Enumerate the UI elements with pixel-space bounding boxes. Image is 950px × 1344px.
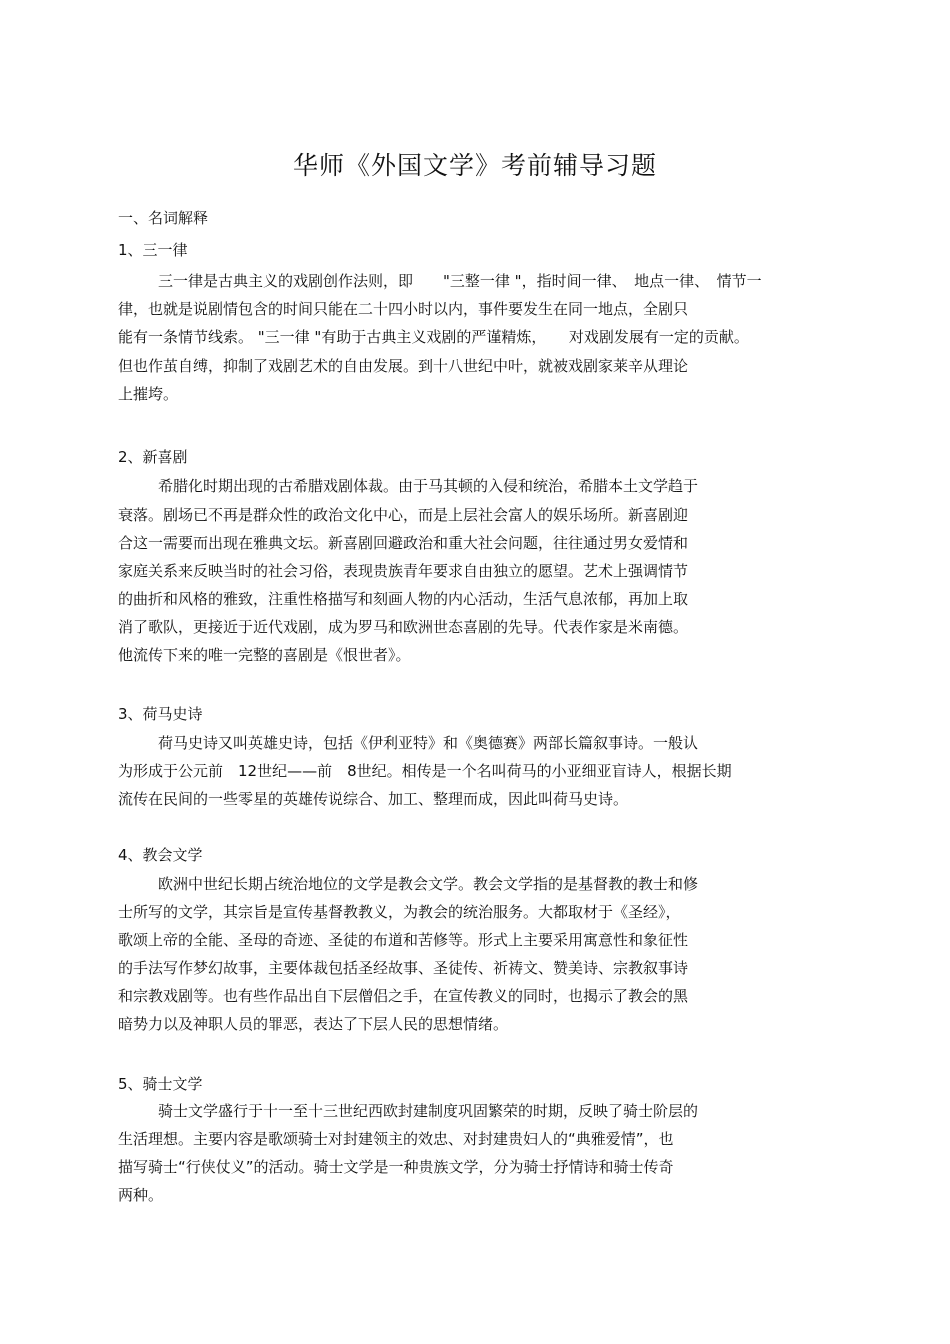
paragraph-line: 律，也就是说剧情包含的时间只能在二十四小时以内，事件要发生在同一地点，全剧只: [118, 300, 689, 318]
paragraph-line: 希腊化时期出现的古希腊戏剧体裁。由于马其顿的入侵和统治，希腊本土文学趋于: [158, 477, 699, 495]
paragraph-line: 上摧垮。: [118, 385, 179, 403]
paragraph-line: 合这一需要而出现在雅典文坛。新喜剧回避政治和重大社会问题，往往通过男女爱情和: [118, 534, 689, 552]
paragraph-line: 家庭关系来反映当时的社会习俗，表现贵族青年要求自由独立的愿望。艺术上强调情节: [118, 562, 689, 580]
entry-heading: 3、荷马史诗: [118, 705, 203, 723]
paragraph-line: 两种。: [118, 1186, 164, 1204]
paragraph-line: 但也作茧自缚，抑制了戏剧艺术的自由发展。到十八世纪中叶，就被戏剧家莱辛从理论: [118, 357, 689, 375]
entry-heading: 2、新喜剧: [118, 448, 188, 466]
page-title: 华师《外国文学》考前辅导习题: [292, 151, 657, 180]
entry-heading: 1、三一律: [118, 241, 188, 259]
paragraph-line: 流传在民间的一些零星的英雄传说综合、加工、整理而成，因此叫荷马史诗。: [118, 790, 629, 808]
paragraph-line: 三一律是古典主义的戏剧创作法则，即 "三整一律 "，指时间一律、 地点一律、 情节一: [158, 272, 762, 290]
paragraph-line: 的手法写作梦幻故事，主要体裁包括圣经故事、圣徒传、祈祷文、赞美诗、宗教叙事诗: [118, 959, 689, 977]
paragraph-line: 骑士文学盛行于十一至十三世纪西欧封建制度巩固繁荣的时期，反映了骑士阶层的: [158, 1102, 699, 1120]
paragraph-line: 能有一条情节线索。 "三一律 "有助于古典主义戏剧的严谨精炼， 对戏剧发展有一定的贡献。: [118, 328, 749, 346]
section-heading: 一、名词解释: [118, 209, 209, 227]
paragraph-line: 衰落。剧场已不再是群众性的政治文化中心，而是上层社会富人的娱乐场所。新喜剧迎: [118, 506, 689, 524]
paragraph-line: 士所写的文学，其宗旨是宣传基督教教义，为教会的统治服务。大都取材于《圣经》，: [118, 903, 681, 921]
paragraph-line: 欧洲中世纪长期占统治地位的文学是教会文学。教会文学指的是基督教的教士和修: [158, 875, 699, 893]
paragraph-line: 消了歌队，更接近于近代戏剧，成为罗马和欧洲世态喜剧的先导。代表作家是米南德。: [118, 618, 689, 636]
paragraph-line: 描写骑士“行侠仗义”的活动。骑士文学是一种贵族文学，分为骑士抒情诗和骑士传奇: [118, 1158, 674, 1176]
paragraph-line: 和宗教戏剧等。也有些作品出自下层僧侣之手，在宣传教义的同时，也揭示了教会的黑: [118, 987, 689, 1005]
paragraph-line: 他流传下来的唯一完整的喜剧是《恨世者》。: [118, 646, 411, 664]
paragraph-line: 的曲折和风格的雅致，注重性格描写和刻画人物的内心活动，生活气息浓郁，再加上取: [118, 590, 689, 608]
paragraph-line: 暗势力以及神职人员的罪恶，表达了下层人民的思想情绪。: [118, 1015, 509, 1033]
paragraph-line: 荷马史诗又叫英雄史诗，包括《伊利亚特》和《奥德赛》两部长篇叙事诗。一般认: [158, 734, 699, 752]
paragraph-line: 生活理想。主要内容是歌颂骑士对封建领主的效忠、对封建贵妇人的“典雅爱情”，也: [118, 1130, 674, 1148]
paragraph-line: 为形成于公元前 12世纪——前 8世纪。相传是一个名叫荷马的小亚细亚盲诗人，根据长期: [118, 762, 732, 780]
entry-heading: 4、教会文学: [118, 846, 203, 864]
paragraph-line: 歌颂上帝的全能、圣母的奇迹、圣徒的布道和苦修等。形式上主要采用寓意性和象征性: [118, 931, 689, 949]
entry-heading: 5、骑士文学: [118, 1075, 203, 1093]
